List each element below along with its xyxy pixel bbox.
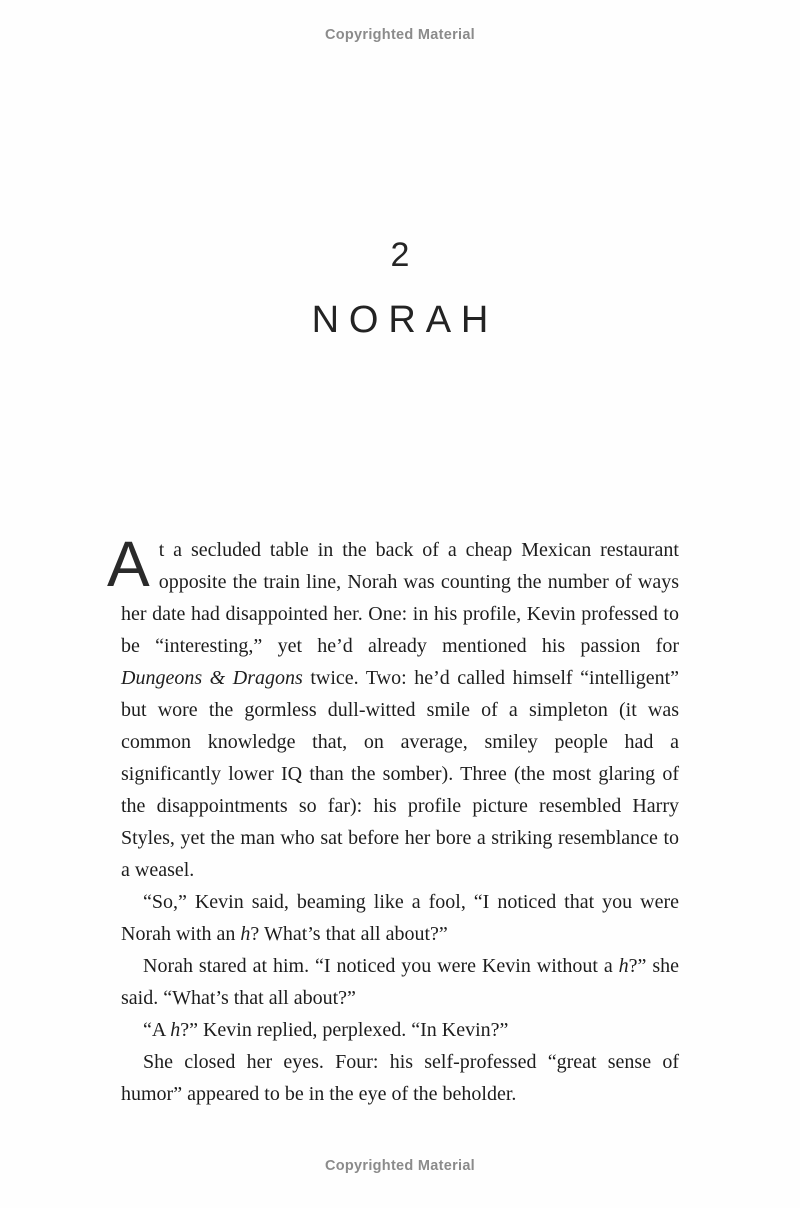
italic-text: h <box>170 1019 181 1041</box>
text-run: t a secluded table in the back of a cheap Mexican restaurant opposite the train line, Norah was counting the number of ways her date had disappointed her. One: in his profile, Kevin professed to be “interesting,” yet he’d already mentioned his passion for <box>121 539 679 657</box>
italic-text: h <box>618 955 629 977</box>
chapter-title: NORAH <box>311 299 499 341</box>
chapter-number: 2 <box>390 236 410 274</box>
text-run: “So,” Kevin said, beaming like a fool, “I noticed that you were Norah with an <box>121 891 679 945</box>
text-run: ?” she said. “What’s that all about?” <box>121 955 679 1009</box>
italic-text: Dungeons & Dragons <box>121 667 303 689</box>
copyright-notice-top: Copyrighted Material <box>324 27 475 43</box>
paragraph <box>121 1046 679 1110</box>
paragraph <box>121 886 679 950</box>
copyright-notice-bottom: Copyrighted Material <box>324 1158 475 1174</box>
text-run: She closed her eyes. Four: his self-professed “great sense of humor” appeared to be in the eye of the beholder. <box>121 1051 679 1105</box>
body-text <box>107 528 679 1110</box>
paragraph <box>107 528 679 886</box>
paragraph <box>121 1014 679 1046</box>
drop-cap: A <box>107 528 150 600</box>
italic-text: h <box>240 923 251 945</box>
text-run: ?” Kevin replied, perplexed. “In Kevin?” <box>180 1019 509 1041</box>
text-run: “A <box>143 1019 171 1041</box>
text-run: twice. Two: he’d called himself “intelligent” but wore the gormless dull-witted smile of a simpleton (it was common knowledge that, on average, smiley people had a significantly lower IQ than the somber). Three (the most glaring of the disappointments so far): his profile picture resembled Harry Styles, yet the man who sat before her bore a striking resemblance to a weasel. <box>121 667 679 881</box>
paragraph <box>121 950 679 1014</box>
text-run: ? What’s that all about?” <box>250 923 448 945</box>
text-run: Norah stared at him. “I noticed you were Kevin without a <box>143 955 619 977</box>
